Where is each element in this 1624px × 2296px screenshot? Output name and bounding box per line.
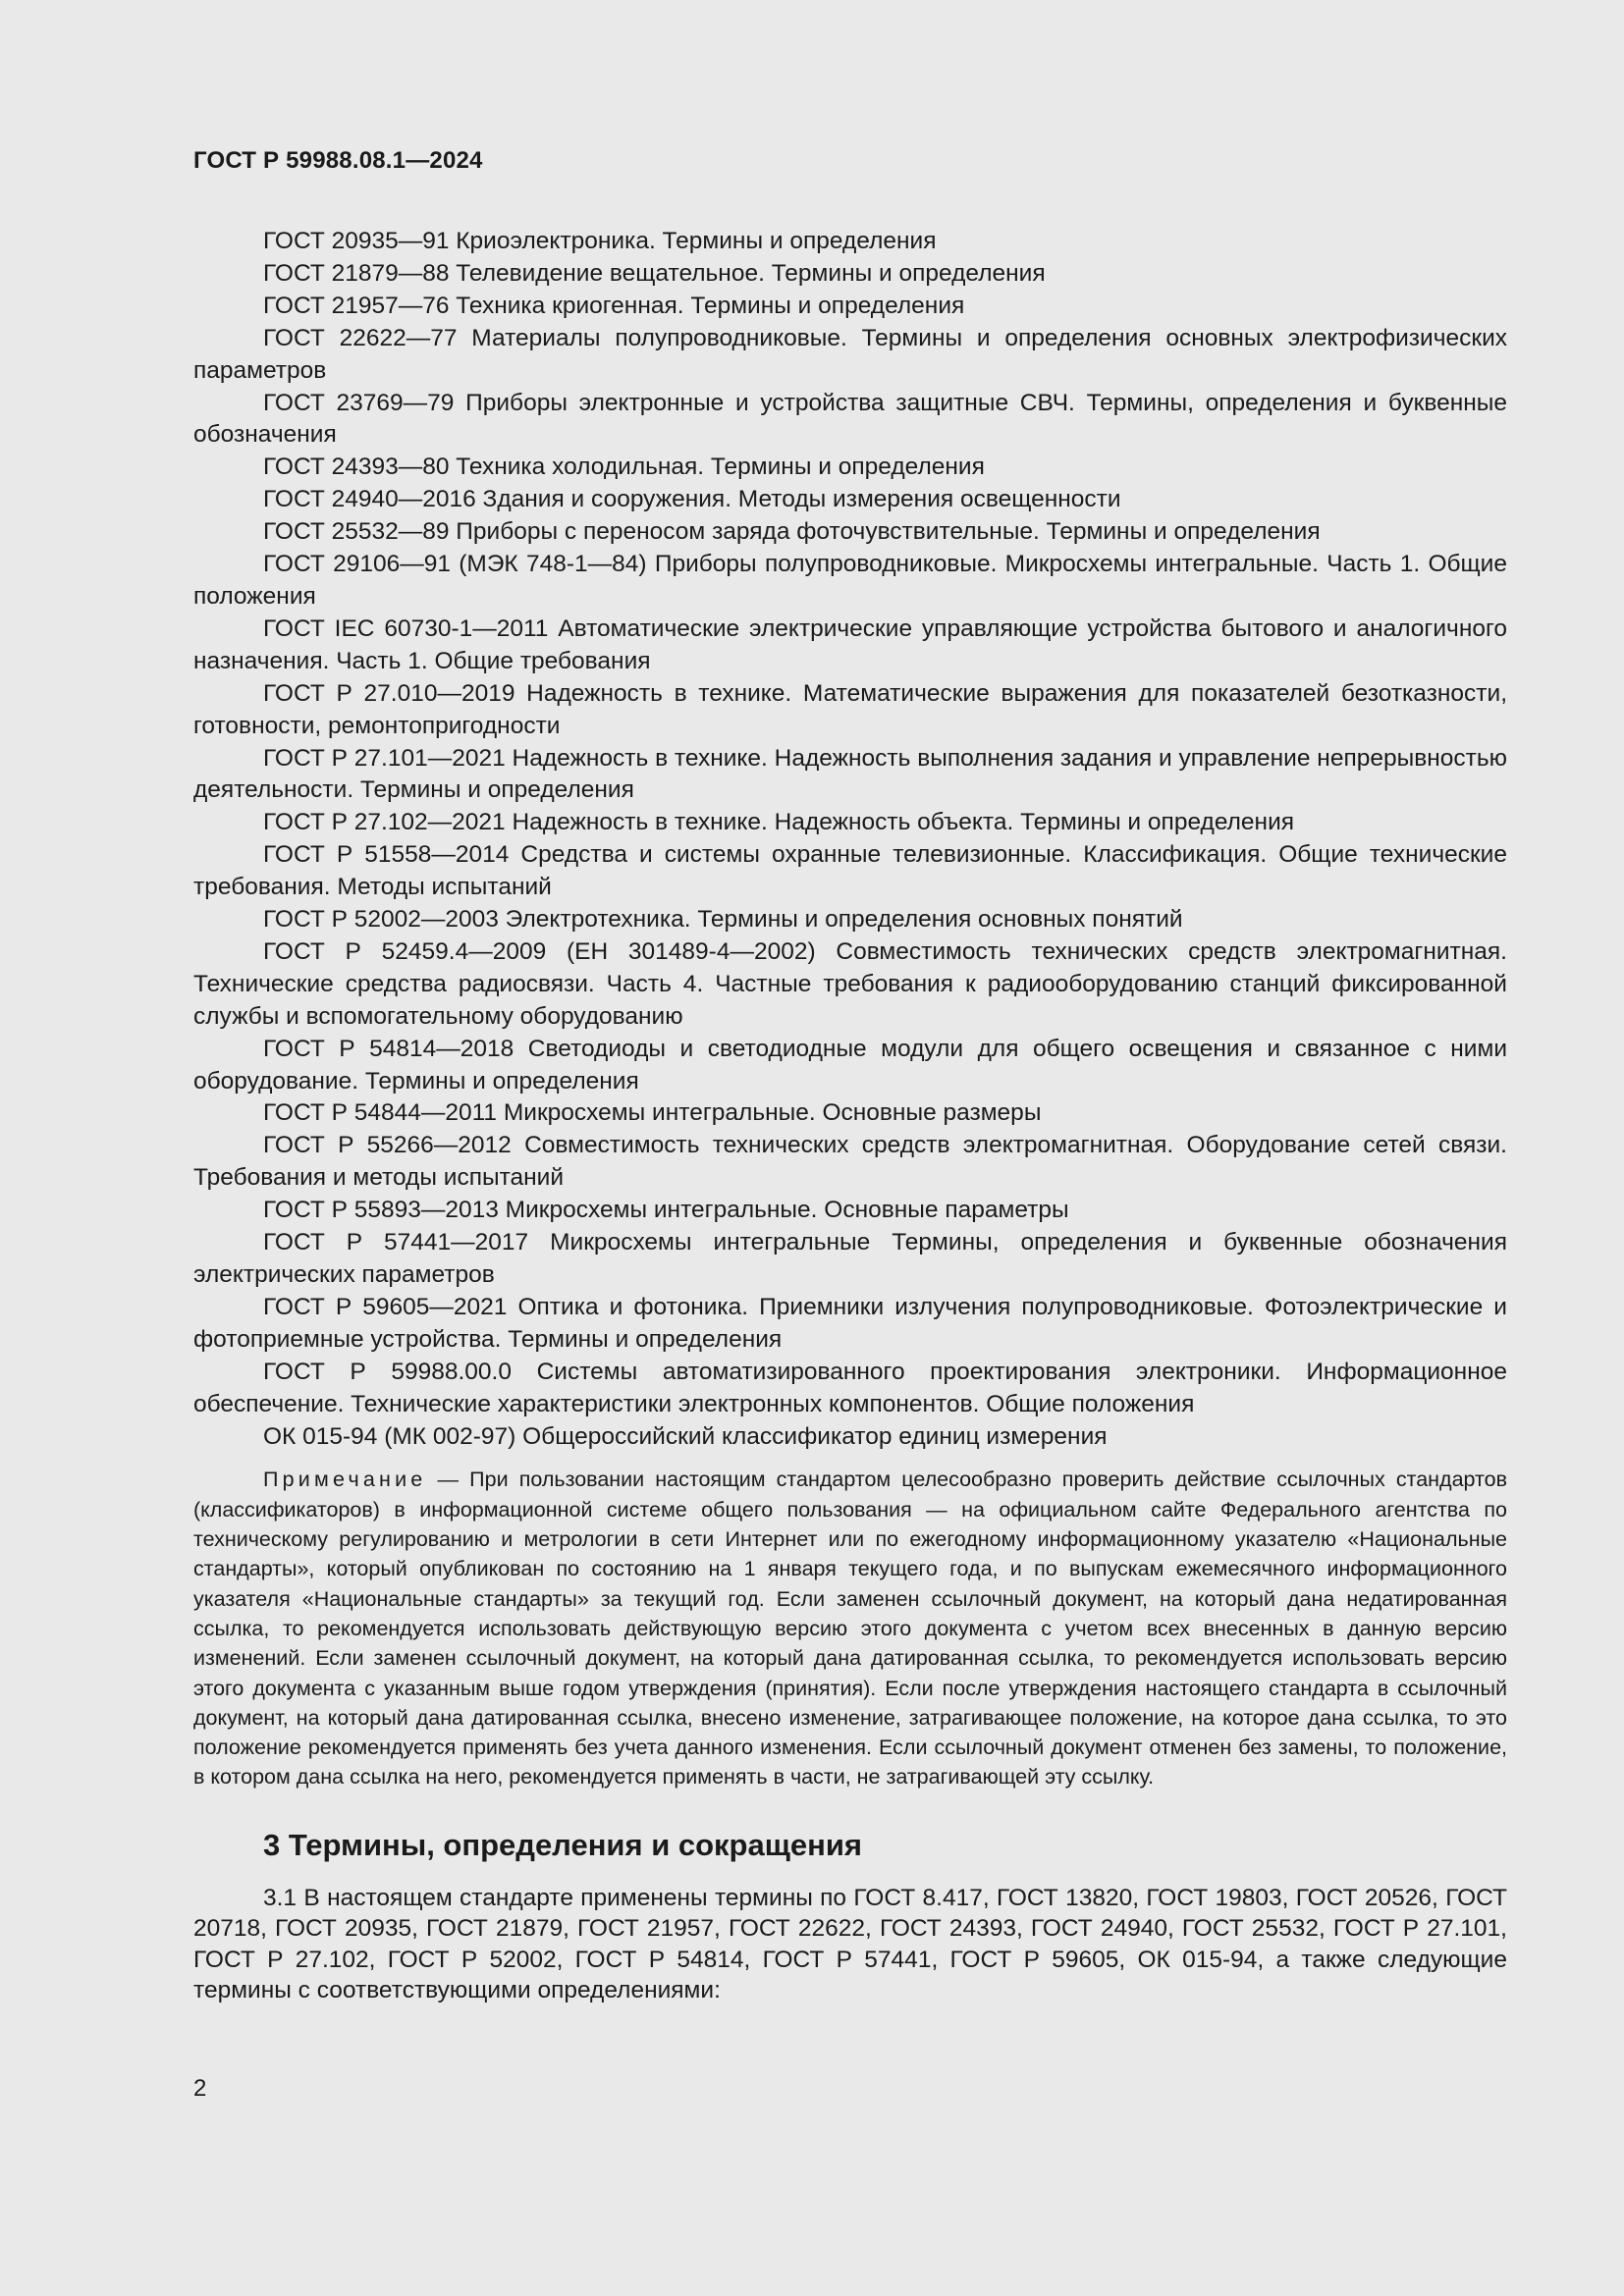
section-paragraph: 3.1 В настоящем стандарте применены термины по ГОСТ 8.417, ГОСТ 13820, ГОСТ 19803, ГОСТ 20526, ГОСТ 20718, ГОСТ 20935, ГОСТ 21879, ГОСТ 21957, ГОСТ 22622, ГОСТ 24393, ГОСТ 24940, ГОСТ 25532, ГОСТ Р 27.101, ГОСТ Р 27.102, ГОСТ Р 52002, ГОСТ Р 54814, ГОСТ Р 57441, ГОСТ Р 59605, ОК 015-94, а также следующие термины с соответствующими определениями: bbox=[193, 1884, 1507, 2004]
reference-item: ГОСТ Р 54844—2011 Микросхемы интегральные. Основные размеры bbox=[263, 1099, 1042, 1127]
reference-item: ГОСТ Р 55893—2013 Микросхемы интегральные. Основные параметры bbox=[263, 1197, 1069, 1224]
document-header-title: ГОСТ Р 59988.08.1—2024 bbox=[193, 147, 483, 174]
reference-item: ГОСТ Р 52459.4—2009 (ЕН 301489-4—2002) Совместимость технических средств электромагнитная. Технические средства радиосвязи. Часть 4. Частные требования к радиооборудованию станций фиксированной службы и вспомогательному оборудованию bbox=[193, 937, 1507, 1030]
note-label: Примечание bbox=[263, 1468, 427, 1492]
reference-item: ГОСТ Р 27.010—2019 Надежность в технике. Математические выражения для показателей безотказности, готовности, ремонтопригодности bbox=[193, 679, 1507, 739]
reference-item: ОК 015-94 (МК 002-97) Общероссийский классификатор единиц измерения bbox=[263, 1422, 1108, 1450]
reference-item: ГОСТ 23769—79 Приборы электронные и устройства защитные СВЧ. Термины, определения и буквенные обозначения bbox=[193, 389, 1507, 449]
reference-item: ГОСТ Р 59605—2021 Оптика и фотоника. Приемники излучения полупроводниковые. Фотоэлектрические и фотоприемные устройства. Термины и определения bbox=[193, 1293, 1507, 1353]
reference-item: ГОСТ Р 54814—2018 Светодиоды и светодиодные модули для общего освещения и связанное с ними оборудование. Термины и определения bbox=[193, 1035, 1507, 1095]
note-paragraph bbox=[193, 1465, 1507, 1791]
reference-item: ГОСТ 22622—77 Материалы полупроводниковые. Термины и определения основных электрофизических параметров bbox=[193, 324, 1507, 384]
document-page bbox=[193, 147, 1507, 2006]
reference-item: ГОСТ Р 27.101—2021 Надежность в технике. Надежность выполнения задания и управление непрерывностью деятельности. Термины и определения bbox=[193, 744, 1507, 804]
reference-item: ГОСТ IEC 60730-1—2011 Автоматические электрические управляющие устройства бытового и аналогичного назначения. Часть 1. Общие требования bbox=[193, 614, 1507, 674]
reference-item: ГОСТ 29106—91 (МЭК 748-1—84) Приборы полупроводниковые. Микросхемы интегральные. Часть 1. Общие положения bbox=[193, 551, 1507, 610]
reference-item: ГОСТ 21957—76 Техника криогенная. Термины и определения bbox=[263, 292, 965, 319]
normative-references-list bbox=[193, 226, 1507, 1453]
reference-item: ГОСТ 21879—88 Телевидение вещательное. Термины и определения bbox=[263, 259, 1046, 287]
reference-item: ГОСТ 20935—91 Криоэлектроника. Термины и определения bbox=[263, 228, 937, 254]
reference-item: ГОСТ Р 51558—2014 Средства и системы охранные телевизионные. Классификация. Общие технические требования. Методы испытаний bbox=[193, 841, 1507, 901]
reference-item: ГОСТ 24940—2016 Здания и сооружения. Методы измерения освещенности bbox=[263, 486, 1121, 513]
page-number: 2 bbox=[193, 2075, 207, 2102]
reference-item: ГОСТ Р 57441—2017 Микросхемы интегральные Термины, определения и буквенные обозначения электрических параметров bbox=[193, 1229, 1507, 1288]
reference-item: ГОСТ Р 55266—2012 Совместимость технических средств электромагнитная. Оборудование сетей связи. Требования и методы испытаний bbox=[193, 1132, 1507, 1192]
reference-item: ГОСТ Р 59988.00.0 Системы автоматизированного проектирования электроники. Информационное обеспечение. Технические характеристики электронных компонентов. Общие положения bbox=[193, 1358, 1507, 1417]
reference-item: ГОСТ 25532—89 Приборы с переносом заряда фоточувствительные. Термины и определения bbox=[263, 518, 1321, 546]
section-heading: 3 Термины, определения и сокращения bbox=[263, 1827, 862, 1862]
reference-item: ГОСТ 24393—80 Техника холодильная. Термины и определения bbox=[263, 454, 985, 481]
reference-item: ГОСТ Р 52002—2003 Электротехника. Термины и определения основных понятий bbox=[263, 906, 1183, 934]
reference-item: ГОСТ Р 27.102—2021 Надежность в технике. Надежность объекта. Термины и определения bbox=[263, 809, 1295, 836]
note-text: — При пользовании настоящим стандартом целесообразно проверить действие ссылочных стандартов (классификаторов) в информационной системе общего пользования — на официальном сайте Федерального агентства по техническому регулированию и метрологии в сети Интернет или по ежегодному информационному указателю «Национальные стандарты», который опубликован по состоянию на 1 января текущего года, и по выпускам ежемесячного информационного указателя «Национальные стандарты» за текущий год. Если заменен ссылочный документ, на который дана недатированная ссылка, то рекомендуется использовать действующую версию этого документа с учетом всех внесенных в данную версию изменений. Если заменен ссылочный документ, на который дана датированная ссылка, то рекомендуется использовать версию этого документа с указанным выше годом утверждения (принятия). Если после утверждения настоящего стандарта в ссылочный документ, на который дана датированная ссылка, внесено изменение, затрагивающее положение, на которое дана ссылка, то это положение рекомендуется применять без учета данного изменения. Если ссылочный документ отменен без замены, то положение, в котором дана ссылка на него, рекомендуется применять в части, не затрагивающей эту ссылку. bbox=[193, 1468, 1507, 1789]
